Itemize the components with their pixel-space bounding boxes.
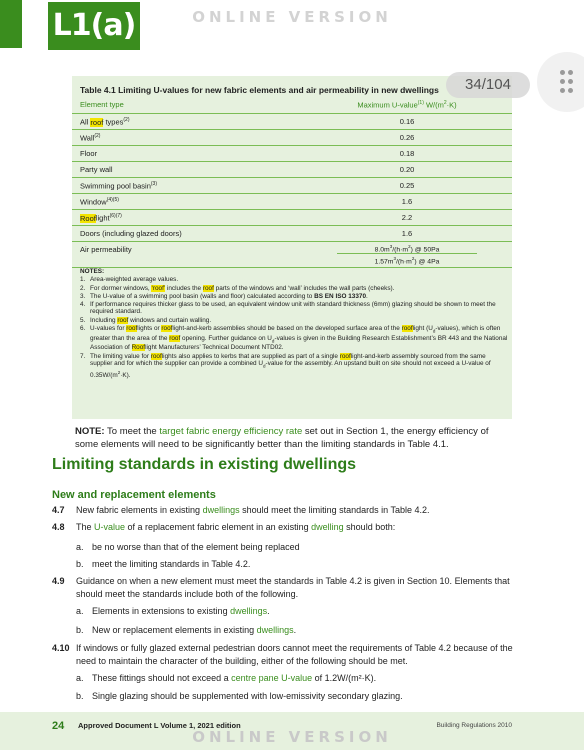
column-header-value: Maximum U-value$^{(1)}$ $W/(m^2\cdot K)$ [357, 100, 457, 110]
table-4-1 [72, 76, 512, 419]
table-title: Table 4.1 Limiting U-values for new fabric elements and air permeability in new dwellings [80, 85, 439, 95]
target-fabric-link[interactable]: target fabric energy efficiency rate [159, 426, 303, 437]
row-value: 1.6 [401, 197, 413, 206]
dwelling-link[interactable]: dwelling [311, 522, 344, 532]
dwellings-link[interactable]: dwellings [256, 625, 294, 635]
row-value: 1.6 [401, 229, 413, 238]
row-element: Swimming pool basin$^{(3)}$ [80, 181, 157, 191]
paragraph-4-9-b: b. New or replacement elements in existing dwellings. [76, 625, 297, 635]
row-value: 0.18 [399, 149, 415, 158]
page-indicator: 34/104 [446, 72, 530, 98]
table-header-row [72, 100, 512, 113]
online-version-watermark: ONLINE VERSION [192, 8, 392, 26]
paragraph-4-8-a: a. be no worse than that of the element being replaced [76, 542, 300, 552]
u-value-link[interactable]: U-value [94, 522, 126, 532]
note-item: 6. U-values for rooflights or rooflight-and-kerb assemblies should be based on the developed surface area of the rooflight $(U_d-values)$, which is often greater than the area of the roof opening. Further guidance on $U_d$-values is given in the Building Research Establishment’s BR 443 and the National Association of Rooflight Manufacturers’ Technical Document NTD02. [80, 325, 508, 352]
row-element: Doors (including glazed doors) [80, 229, 182, 238]
note-item: 1. Area-weighted average values. [80, 276, 179, 284]
row-value: $8.0m^3/(h\cdot m^2)$ @ 50Pa [374, 244, 440, 254]
table-notes [80, 268, 508, 381]
paragraph-4-10-b: b. Single glazing should be supplemented with low-emissivity secondary glazing. [76, 691, 403, 701]
table-row [72, 161, 512, 177]
table-row [72, 193, 512, 209]
table-row [72, 129, 512, 145]
online-version-watermark: ONLINE VERSION [192, 728, 392, 746]
dwellings-link[interactable]: dwellings [230, 606, 268, 616]
grid-dots-icon[interactable] [537, 52, 584, 112]
subsection-heading: New and replacement elements [52, 489, 216, 501]
paragraph-4-8-b: b. meet the limiting standards in Table 4.2. [76, 559, 251, 569]
row-element: All roof types$^{(2)}$ [80, 117, 130, 127]
row-element: Floor [80, 149, 98, 158]
paragraph-4-9-a: a. Elements in extensions to existing dwellings. [76, 606, 270, 616]
regulations-label: Building Regulations 2010 [436, 722, 512, 729]
row-value: 0.25 [399, 181, 415, 190]
table-row [72, 113, 512, 129]
row-element: Rooflight$^{(6)(7)}$ [80, 213, 122, 223]
row-element: Air permeability [80, 245, 132, 254]
row-value: $1.57m^3/(h\cdot m^2)$ @ 4Pa [374, 256, 440, 266]
table-row [72, 209, 512, 225]
section-heading: Limiting standards in existing dwellings [52, 456, 357, 473]
paragraph-4-7: 4.7 New fabric elements in existing dwellings should meet the limiting standards in Table 4.2. [52, 505, 430, 515]
row-value: 0.20 [399, 165, 415, 174]
paragraph-4-9: 4.9 Guidance on when a new element must meet the standards in Table 4.2 is given in Section 10. Elements that should meet the standards include both of the following. [52, 576, 510, 599]
centre-pane-u-value-link[interactable]: centre pane U-value [231, 673, 313, 683]
paragraph-4-8: 4.8 The U-value of a replacement fabric element in an existing dwelling should both: [52, 522, 396, 532]
note-paragraph: NOTE: To meet the target fabric energy efficiency rate set out in Section 1, the energy efficiency of some elements will need to be significantly better than the limiting standards in Table 4.1. [75, 426, 489, 450]
row-element: Wall$^{(2)}$ [80, 133, 101, 143]
paragraph-4-10-a: a. These fittings should not exceed a centre pane U-value of 1.2W/(m²·K). [76, 673, 377, 683]
row-element: Party wall [80, 165, 113, 174]
column-header-element: Element type [80, 100, 124, 109]
note-item: 7. The limiting value for rooflights also applies to kerbs that are supplied as part of a single rooflight-and-kerb assembly sourced from the same supplier and for which the supplier can provide a combined $U_d$-value for the assembly. An upstand built on site should not exceed a U-value of $0.35W/(m^2\cdot K)$. [80, 352, 491, 380]
note-item: 2. For dormer windows, ‘roof’ includes the roof parts of the windows and ‘wall’ includes the wall parts (cheeks). [80, 284, 395, 292]
note-item: 3. The U-value of a swimming pool basin (walls and floor) calculated according to BS EN ISO 13370. [80, 292, 368, 300]
row-value: 0.16 [399, 117, 415, 126]
note-item: 5. Including roof windows and curtain walling. [80, 316, 212, 324]
table-row [72, 177, 512, 193]
table-row [72, 241, 512, 267]
row-value: 2.2 [401, 213, 413, 222]
note-item: 4. If performance requires thicker glass to be used, an equivalent window unit with standard thickness (6mm) glazing should be shown to meet the required standard. [80, 301, 496, 316]
table-row [72, 145, 512, 161]
document-title: Approved Document L Volume 1, 2021 edition [78, 721, 241, 730]
row-divider [337, 253, 477, 254]
page-number: 24 [52, 720, 65, 732]
document-logo: L1(a) [48, 2, 140, 50]
table-row [72, 225, 512, 241]
notes-heading: NOTES: [80, 268, 105, 275]
dwellings-link[interactable]: dwellings [202, 505, 240, 515]
row-value: 0.26 [399, 133, 415, 142]
paragraph-4-10: 4.10 If windows or fully glazed external pedestrian doors cannot meet the requirements of Table 4.2 because of the need to maintain the character of the building, either of the following should be met. [52, 643, 513, 666]
row-element: Window$^{(4)(5)}$ [80, 197, 119, 207]
